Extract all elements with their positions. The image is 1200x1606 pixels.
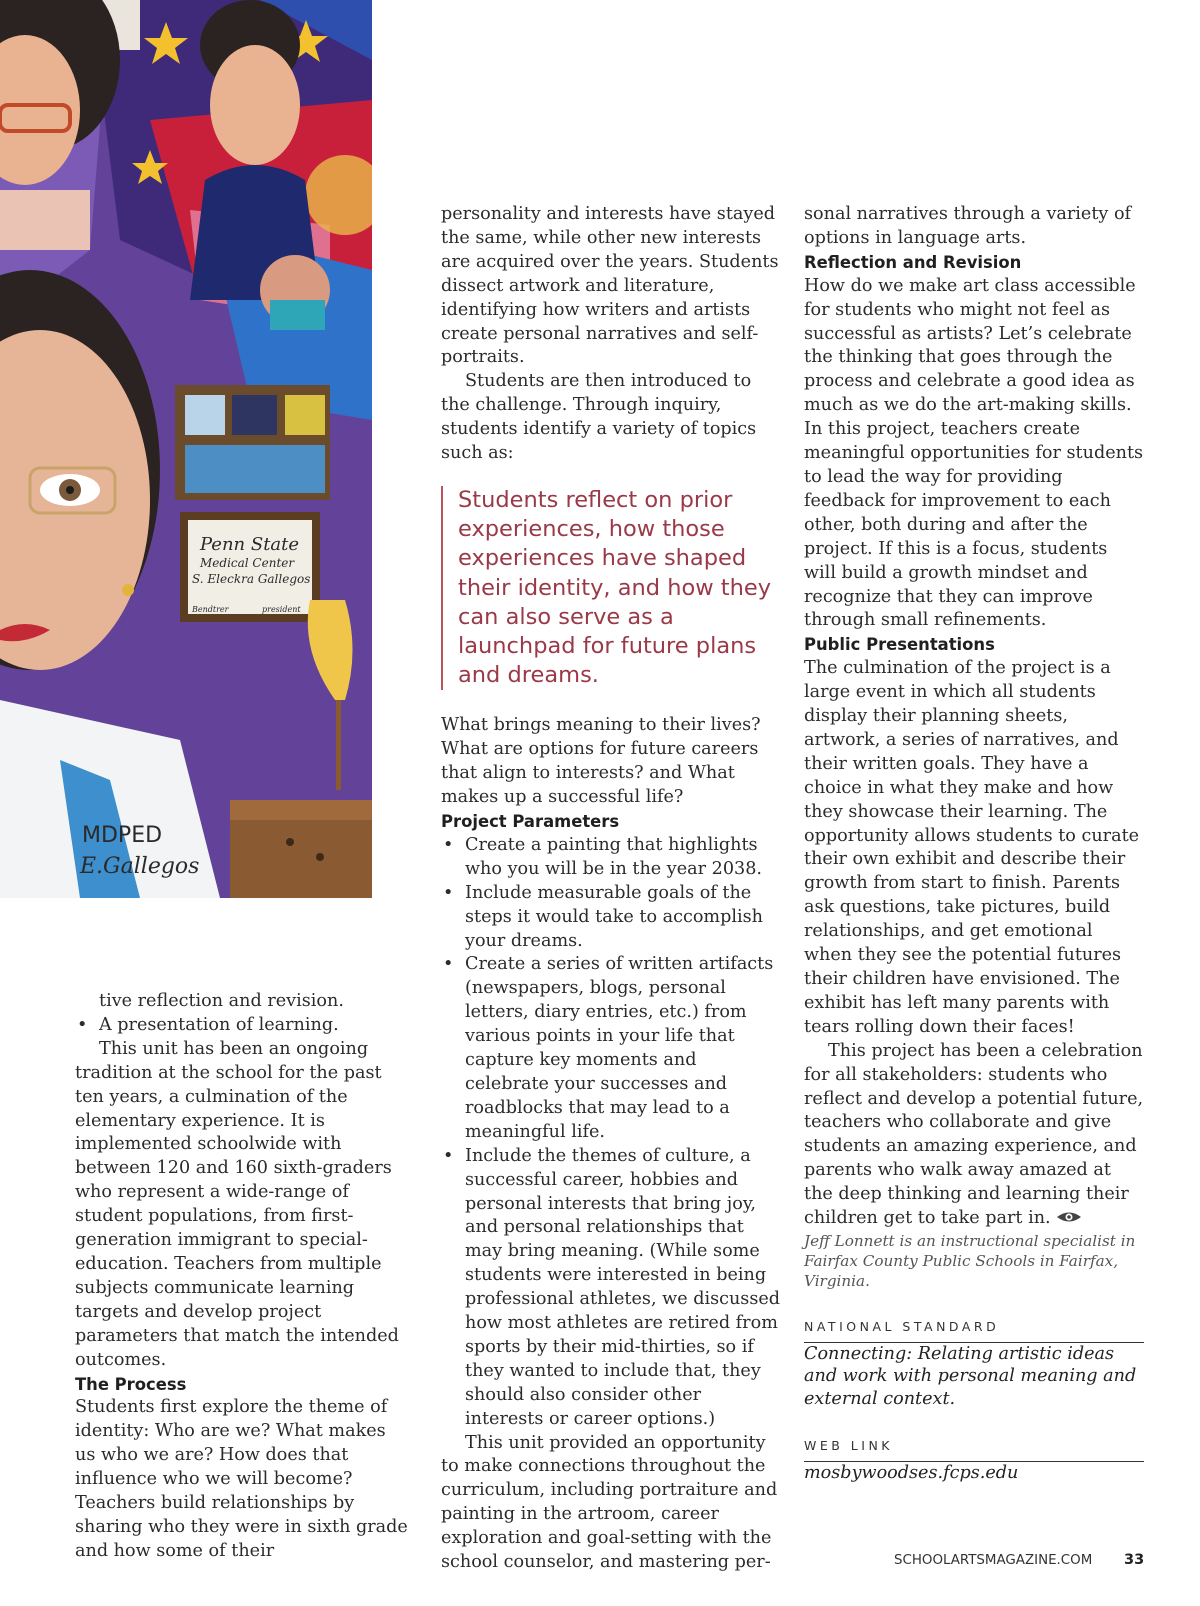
bullet-list-end xyxy=(75,1014,410,1038)
list-item: • Create a painting that highlights who you will be in the year 2038. xyxy=(441,834,781,882)
paragraph: What brings meaning to their lives? What are options for future careers that align to interests? and What makes up a successful life? xyxy=(441,715,761,808)
sign-line-2: Medical Center xyxy=(200,556,295,570)
paragraph: This unit has been an ongoing tradition at the school for the past ten years, a culmination of the elementary experience. It is implemented schoolwide with between 120 and 160 sixth-graders who represent a wide-range of student populations, from first-generation immigrant to special-education. Teachers from multiple subjects communicate learning targets and develop project parameters that match the intended outcomes. xyxy=(75,1038,399,1370)
coat-line-1: MDPED xyxy=(82,823,163,848)
column-1 xyxy=(75,990,410,1564)
list-item: • Include measurable goals of the steps it would take to accomplish your dreams. xyxy=(441,882,781,954)
coat-line-2: E.Gallegos xyxy=(80,854,200,879)
end-mark-eye-icon xyxy=(1056,1210,1082,1224)
painting-svg xyxy=(0,0,372,898)
heading-project-parameters: Project Parameters xyxy=(441,812,620,832)
heading-the-process: The Process xyxy=(75,1374,187,1394)
list-item: • Include the themes of culture, a successful career, hobbies and personal interests that bring joy, and personal relationships that may bring meaning. (While some students were interested in being professional athletes, we discussed how most athletes are retired from sports by their mid-thirties, so if they wanted to include that, they should also consider other interests or career options.) xyxy=(441,1145,781,1432)
paragraph: How do we make art class accessible for students who might not feel as successful as artists? Let’s celebrate the thinking that goes through the process and celebrate a good idea as much as we do the art-making skills. In this project, teachers create meaningful opportunities for students to lead the way for providing feedback for improvement to each other, both during and after the project. If this is a focus, students will build a growth mindset and recognize that they can improve through small refinements. xyxy=(804,275,1144,631)
pull-quote: Students reflect on prior experiences, how those experiences have shaped their identity, and how they can also serve as a launchpad for future plans and dreams. xyxy=(441,486,781,690)
national-standard-label: NATIONAL STANDARD xyxy=(804,1315,1144,1343)
list-item: • A presentation of learning. xyxy=(75,1014,410,1038)
list-item: • Create a series of written artifacts (newspapers, blogs, personal letters, diary entries, etc.) from various points in your life that capture key moments and celebrate your successes and roadblocks that may lead to a meaningful life. xyxy=(441,953,781,1144)
closing-paragraph-text: This project has been a celebration for all stakeholders: students who reflect and develop a potential future, teachers who collaborate and give students an amazing experience, and parents who walk away amazed at the deep thinking and learning their children get to take part in. xyxy=(804,1040,1144,1229)
sign-line-4a: Bendtrer xyxy=(192,605,229,614)
sign-line-1: Penn State xyxy=(200,534,300,555)
heading-reflection-and-revision: Reflection and Revision xyxy=(804,252,1022,272)
magazine-website: SCHOOLARTSMAGAZINE.COM xyxy=(894,1553,1093,1568)
paragraph: sonal narratives through a variety of options in language arts. xyxy=(804,204,1132,248)
author-bio: Jeff Lonnett is an instructional specialist in Fairfax County Public Schools in Fairfax, Virginia. xyxy=(804,1231,1136,1290)
column-2 xyxy=(441,203,781,1575)
paragraph xyxy=(804,1040,1144,1231)
page-number: 33 xyxy=(1124,1552,1145,1568)
paragraph: Students are then introduced to the challenge. Through inquiry, students identify a variety of topics such as: xyxy=(441,371,757,464)
national-standard-text: Connecting: Relating artistic ideas and work with personal meaning and external context. xyxy=(804,1343,1137,1409)
parameters-list xyxy=(441,834,781,1432)
paragraph: personality and interests have stayed the same, while other new interests are acquired over the years. Students dissect artwork and literature, identifying how writers and artists create personal narratives and self-portraits. xyxy=(441,204,779,368)
sign-line-3: S. Eleckra Gallegos xyxy=(192,572,311,586)
paragraph: This unit provided an opportunity to make connections throughout the curriculum, including portraiture and painting in the artroom, career exploration and goal-setting with the school counselor, and mastering per- xyxy=(441,1432,778,1573)
bullet-continuation: tive reflection and revision. xyxy=(99,991,344,1011)
student-self-portrait-painting xyxy=(0,0,372,898)
paragraph: Students first explore the theme of identity: Who are we? What makes us who we are? How does that influence who we will become? Teachers build relationships by sharing who they were in sixth grade and how some of their xyxy=(75,1397,408,1561)
column-3 xyxy=(804,203,1144,1485)
heading-public-presentations: Public Presentations xyxy=(804,635,995,655)
web-link-label: WEB LINK xyxy=(804,1434,1144,1462)
paragraph: The culmination of the project is a large event in which all students display their planning sheets, artwork, a series of narratives, and their written goals. They have a choice in what they make and how they showcase their learning. The opportunity allows students to curate their own exhibit and describe their growth from start to finish. Parents ask questions, take pictures, build relationships, and get emotional when they see the potential futures their children have envisioned. The exhibit has left many parents with tears rolling down their faces! xyxy=(804,658,1140,1037)
sign-line-4b: president xyxy=(262,605,301,614)
web-link-url[interactable]: mosbywoodses.fcps.edu xyxy=(804,1463,1019,1484)
